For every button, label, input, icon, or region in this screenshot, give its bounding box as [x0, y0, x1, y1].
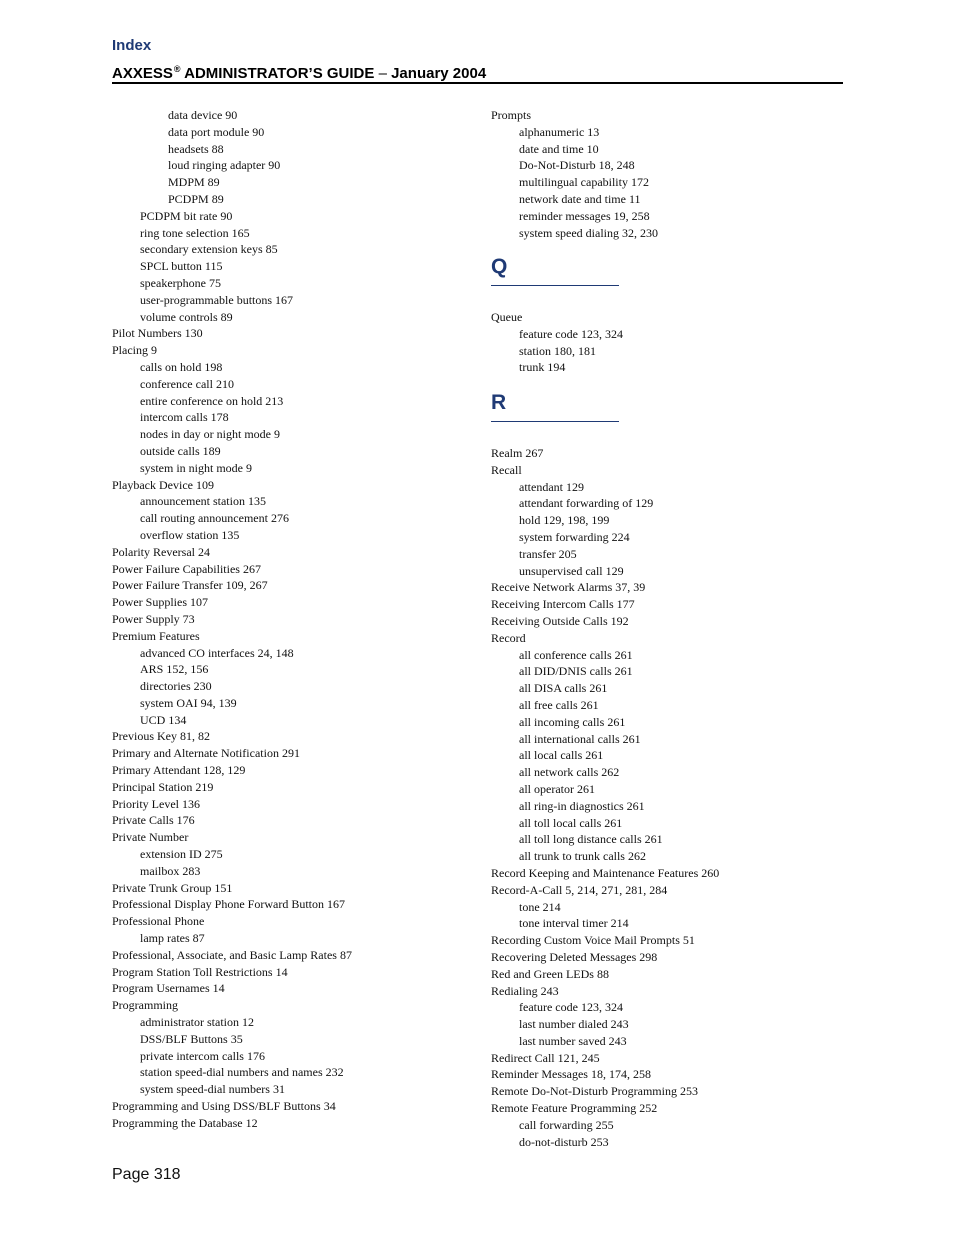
index-subentry: all network calls 262 — [519, 765, 620, 780]
index-entry: Placing 9 — [112, 343, 157, 358]
index-entry: Professional Display Phone Forward Button 167 — [112, 897, 345, 912]
index-subentry: all operator 261 — [519, 781, 595, 796]
index-subentry: all local calls 261 — [519, 748, 604, 763]
index-subentry: network date and time 11 — [519, 191, 641, 206]
index-subentry: station 180, 181 — [519, 343, 596, 358]
index-entry: Power Failure Transfer 109, 267 — [112, 578, 268, 593]
index-subentry: secondary extension keys 85 — [140, 242, 278, 257]
index-subentry: outside calls 189 — [140, 443, 221, 458]
index-entry: Program Station Toll Restrictions 14 — [112, 964, 288, 979]
index-entry: Receiving Intercom Calls 177 — [491, 597, 635, 612]
index-entry: Programming and Using DSS/BLF Buttons 34 — [112, 1099, 336, 1114]
index-subentry: attendant 129 — [519, 479, 584, 494]
index-letter-section — [491, 445, 841, 1150]
index-subentry: unsupervised call 129 — [519, 563, 624, 578]
index-entry: Power Failure Capabilities 267 — [112, 561, 261, 576]
index-subentry: speakerphone 75 — [140, 275, 221, 290]
index-subentry: all free calls 261 — [519, 697, 599, 712]
index-subentry: private intercom calls 176 — [140, 1048, 265, 1063]
index-subentry: announcement station 135 — [140, 494, 266, 509]
index-subentry: extension ID 275 — [140, 847, 223, 862]
index-entry: Redirect Call 121, 245 — [491, 1050, 600, 1065]
index-entry: Private Number — [112, 830, 189, 845]
index-entry: Record-A-Call 5, 214, 271, 281, 284 — [491, 882, 668, 897]
index-subentry: data device 90 — [168, 108, 238, 122]
index-entry: Premium Features — [112, 628, 200, 643]
index-entry: Programming — [112, 998, 178, 1013]
index-subentry: multilingual capability 172 — [519, 175, 649, 190]
index-entry: Realm 267 — [491, 446, 544, 460]
index-subentry: PCDPM 89 — [168, 191, 224, 206]
index-subentry: system in night mode 9 — [140, 460, 252, 475]
letter-heading-rule — [491, 421, 619, 422]
index-subentry: all DISA calls 261 — [519, 681, 608, 696]
index-letter-section — [491, 107, 841, 241]
index-entry: Reminder Messages 18, 174, 258 — [491, 1067, 651, 1082]
index-subentry: hold 129, 198, 199 — [519, 513, 610, 528]
index-entry: Record Keeping and Maintenance Features 260 — [491, 865, 720, 880]
index-letter-section — [491, 309, 841, 376]
title-prefix: AXXESS — [112, 65, 173, 82]
index-subentry: feature code 123, 324 — [519, 1000, 623, 1015]
index-entry: Receiving Outside Calls 192 — [491, 613, 629, 628]
index-subentry: all incoming calls 261 — [519, 714, 626, 729]
index-entry: Professional, Associate, and Basic Lamp Rates 87 — [112, 947, 352, 962]
index-letter-heading: R — [491, 391, 507, 414]
index-entry: Power Supply 73 — [112, 611, 195, 626]
index-subentry: alphanumeric 13 — [519, 124, 600, 139]
index-subentry: trunk 194 — [519, 360, 566, 375]
index-entry: Polarity Reversal 24 — [112, 544, 210, 559]
index-entry: Remote Feature Programming 252 — [491, 1101, 658, 1116]
index-subentry: mailbox 283 — [140, 863, 201, 878]
index-subentry: attendant forwarding of 129 — [519, 496, 654, 511]
index-entry: Queue — [491, 310, 523, 324]
index-entry: Receive Network Alarms 37, 39 — [491, 580, 646, 595]
index-subentry: user-programmable buttons 167 — [140, 292, 294, 307]
index-subentry: headsets 88 — [168, 141, 224, 156]
index-subentry: call routing announcement 276 — [140, 511, 289, 526]
index-subentry: all toll local calls 261 — [519, 815, 623, 830]
page-header — [112, 37, 842, 84]
index-subentry: reminder messages 19, 258 — [519, 208, 650, 223]
index-entry: Primary Attendant 128, 129 — [112, 763, 246, 778]
index-subentry: all toll long distance calls 261 — [519, 832, 663, 847]
index-subentry: last number dialed 243 — [519, 1017, 629, 1032]
index-subentry: volume controls 89 — [140, 309, 233, 324]
title-date: January 2004 — [391, 65, 487, 82]
registered-mark: ® — [173, 64, 181, 74]
index-entry: Red and Green LEDs 88 — [491, 966, 609, 981]
index-entry: Redialing 243 — [491, 983, 559, 998]
index-entry: Prompts — [491, 108, 532, 122]
index-subentry: UCD 134 — [140, 712, 187, 727]
header-rule — [112, 82, 843, 84]
index-subentry: all international calls 261 — [519, 731, 641, 746]
index-subentry: call forwarding 255 — [519, 1117, 614, 1132]
index-subentry: date and time 10 — [519, 141, 599, 156]
index-entry: Remote Do-Not-Disturb Programming 253 — [491, 1084, 698, 1099]
index-entry: Pilot Numbers 130 — [112, 326, 203, 341]
index-subentry: SPCL button 115 — [140, 259, 223, 274]
index-entry: Recovering Deleted Messages 298 — [491, 949, 658, 964]
document-title — [112, 59, 842, 84]
index-subentry: Do-Not-Disturb 18, 248 — [519, 158, 635, 173]
index-subentry: last number saved 243 — [519, 1033, 627, 1048]
index-subentry: all ring-in diagnostics 261 — [519, 798, 645, 813]
index-entry: Principal Station 219 — [112, 779, 214, 794]
letter-heading-rule — [491, 285, 619, 286]
index-subentry: tone interval timer 214 — [519, 916, 629, 931]
index-subentry: intercom calls 178 — [140, 410, 229, 425]
index-subentry: do-not-disturb 253 — [519, 1134, 609, 1149]
index-subentry: all DID/DNIS calls 261 — [519, 664, 633, 679]
index-entry: Recording Custom Voice Mail Prompts 51 — [491, 933, 695, 948]
index-entry: Private Trunk Group 151 — [112, 880, 233, 895]
section-label: Index — [112, 37, 152, 54]
index-subentry: advanced CO interfaces 24, 148 — [140, 645, 294, 660]
index-subentry: nodes in day or night mode 9 — [140, 427, 280, 442]
index-column-left — [112, 107, 482, 1132]
index-subentry: ARS 152, 156 — [140, 662, 209, 677]
index-subentry: system speed-dial numbers 31 — [140, 1082, 285, 1097]
index-entry: Primary and Alternate Notification 291 — [112, 746, 300, 761]
index-subentry: lamp rates 87 — [140, 931, 205, 946]
index-entry: Record — [491, 630, 526, 645]
index-entry: Programming the Database 12 — [112, 1115, 258, 1130]
index-subentry: conference call 210 — [140, 376, 234, 391]
index-subentry: feature code 123, 324 — [519, 326, 623, 341]
index-entry: Previous Key 81, 82 — [112, 729, 210, 744]
index-subentry: DSS/BLF Buttons 35 — [140, 1031, 243, 1046]
index-subentry: directories 230 — [140, 679, 212, 694]
page-number: Page 318 — [112, 1166, 181, 1183]
index-subentry: entire conference on hold 213 — [140, 393, 284, 408]
index-letter-heading: Q — [491, 255, 508, 278]
index-subentry: all trunk to trunk calls 262 — [519, 849, 646, 864]
index-subentry: data port module 90 — [168, 124, 265, 139]
index-subentry: MDPM 89 — [168, 175, 220, 190]
index-entry: Playback Device 109 — [112, 477, 214, 492]
index-subentry: calls on hold 198 — [140, 359, 223, 374]
index-subentry: overflow station 135 — [140, 527, 240, 542]
index-entry: Private Calls 176 — [112, 813, 195, 828]
title-main: ADMINISTRATOR’S GUIDE — [180, 65, 375, 82]
title-dash: – — [374, 65, 392, 82]
index-subentry: loud ringing adapter 90 — [168, 158, 281, 173]
index-entry: Recall — [491, 462, 522, 477]
index-entry: Power Supplies 107 — [112, 595, 208, 610]
index-subentry: PCDPM bit rate 90 — [140, 208, 233, 223]
index-subentry: system forwarding 224 — [519, 529, 630, 544]
index-subentry: station speed-dial numbers and names 232 — [140, 1065, 344, 1080]
index-subentry: system OAI 94, 139 — [140, 695, 237, 710]
index-subentry: all conference calls 261 — [519, 647, 633, 662]
index-subentry: system speed dialing 32, 230 — [519, 225, 658, 240]
index-entry: Priority Level 136 — [112, 796, 200, 811]
index-subentry: ring tone selection 165 — [140, 225, 250, 240]
index-entry: Program Usernames 14 — [112, 981, 225, 996]
index-subentry: tone 214 — [519, 899, 561, 914]
index-subentry: transfer 205 — [519, 546, 577, 561]
index-entry: Professional Phone — [112, 914, 205, 929]
index-subentry: administrator station 12 — [140, 1015, 254, 1030]
